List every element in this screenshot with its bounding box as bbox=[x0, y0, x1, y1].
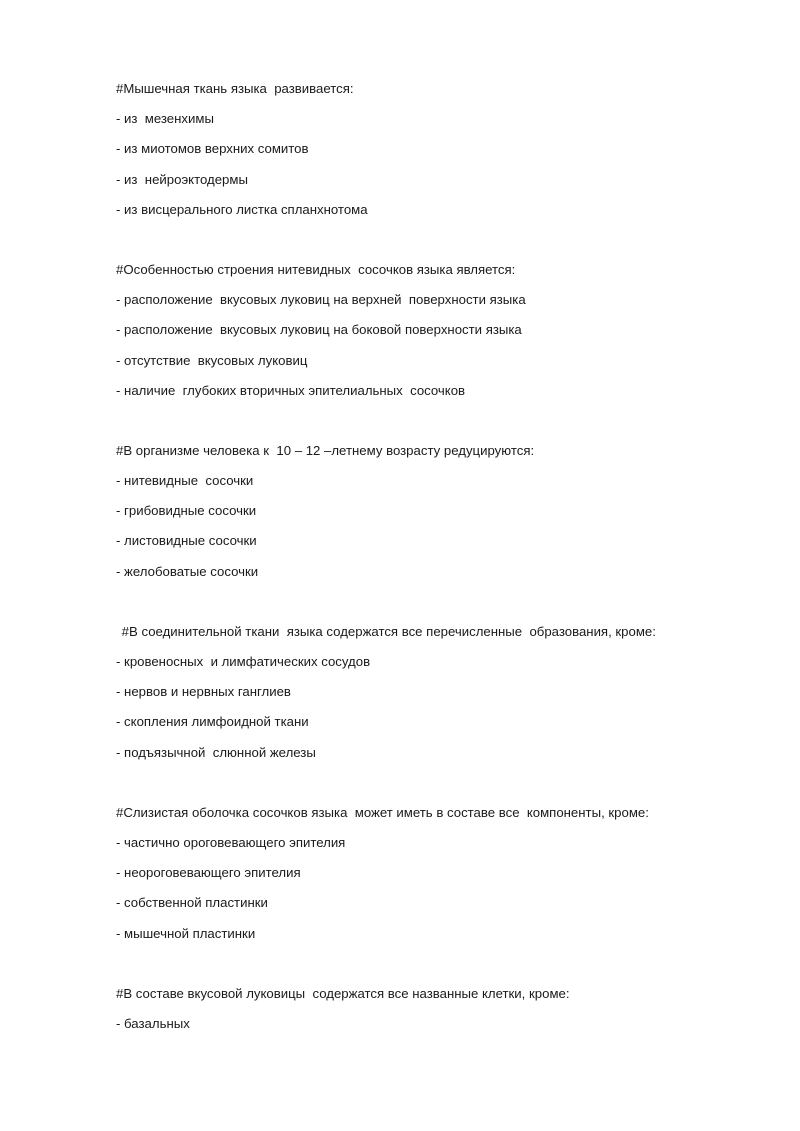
answer-option: - подъязычной слюнной железы bbox=[116, 744, 316, 760]
question-text: #Мышечная ткань языка развивается: bbox=[116, 81, 354, 96]
question-block-2 bbox=[116, 255, 756, 406]
answer-option: - расположение вкусовых луковиц на боковой поверхности языка bbox=[116, 322, 522, 338]
question-block-6 bbox=[116, 979, 756, 1039]
question-text: #В соединительной ткани языка содержатся все перечисленные образования, кроме: bbox=[118, 623, 656, 639]
answer-option: - отсутствие вкусовых луковиц bbox=[116, 352, 308, 368]
answer-option: - из висцерального листка спланхнотома bbox=[116, 201, 368, 217]
question-text: #Особенностью строения нитевидных сосочков языка является: bbox=[116, 261, 516, 277]
answer-option: - из миотомов верхних сомитов bbox=[116, 141, 309, 157]
question-list bbox=[116, 74, 756, 1069]
answer-option: - нитевидные сосочки bbox=[116, 473, 254, 489]
answer-option: - мышечной пластинки bbox=[116, 925, 256, 941]
question-block-1 bbox=[116, 74, 756, 225]
answer-option: - желобоватые сосочки bbox=[116, 563, 259, 579]
answer-option: - грибовидные сосочки bbox=[116, 503, 257, 519]
answer-option: - наличие глубоких вторичных эпителиальных сосочков bbox=[116, 382, 466, 398]
question-text: #В составе вкусовой луковицы содержатся все названные клетки, кроме: bbox=[116, 985, 570, 1001]
answer-option: - собственной пластинки bbox=[116, 895, 268, 911]
answer-option: - из мезенхимы bbox=[116, 111, 214, 127]
answer-option: - нервов и нервных ганглиев bbox=[116, 684, 291, 700]
answer-option: - из нейроэктодермы bbox=[116, 171, 248, 187]
answer-option: - скопления лимфоидной ткани bbox=[116, 714, 309, 730]
answer-option: - кровеносных и лимфатических сосудов bbox=[116, 654, 371, 669]
answer-option: - листовидные сосочки bbox=[116, 533, 257, 549]
question-block-4 bbox=[116, 617, 756, 768]
answer-option: - частично ороговевающего эпителия bbox=[116, 834, 346, 850]
answer-option: - расположение вкусовых луковиц на верхней поверхности языка bbox=[116, 292, 526, 308]
question-block-5 bbox=[116, 798, 756, 949]
question-text: #В организме человека к 10 – 12 –летнему возрасту редуцируются: bbox=[116, 442, 535, 458]
answer-option: - неороговевающего эпителия bbox=[116, 865, 301, 881]
answer-option: - базальных bbox=[116, 1015, 190, 1031]
question-block-3 bbox=[116, 436, 756, 587]
question-text: #Слизистая оболочка сосочков языка может иметь в составе все компоненты, кроме: bbox=[116, 804, 649, 820]
